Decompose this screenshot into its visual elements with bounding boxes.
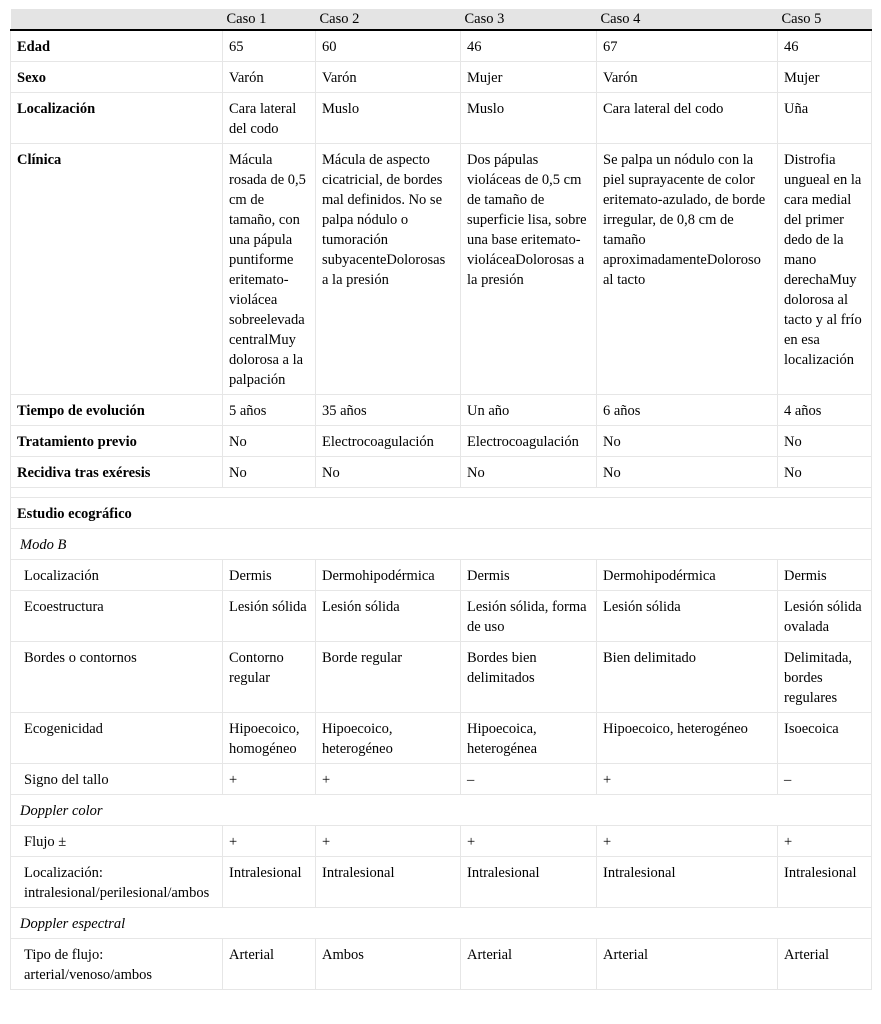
case-value: Bien delimitado xyxy=(597,642,778,713)
case-value: 46 xyxy=(461,30,597,62)
case-value: Contorno regular xyxy=(223,642,316,713)
case-value: 60 xyxy=(316,30,461,62)
row-label: Tiempo de evolución xyxy=(11,395,223,426)
table-row xyxy=(11,488,872,498)
table-row xyxy=(11,498,872,529)
case-value: Dermis xyxy=(223,560,316,591)
header-cell: Caso 3 xyxy=(461,9,597,30)
case-value: No xyxy=(778,457,872,488)
case-value: 65 xyxy=(223,30,316,62)
case-value: Hipoecoico, homogéneo xyxy=(223,713,316,764)
subsection-heading: Doppler color xyxy=(11,795,872,826)
case-value: Arterial xyxy=(778,939,872,990)
case-value: Mácula rosada de 0,5 cm de tamaño, con una pápula puntiforme eritemato-violácea sobreelevada centralMuy dolorosa a la palpación xyxy=(223,144,316,395)
case-value: + xyxy=(316,764,461,795)
row-label: Ecoestructura xyxy=(11,591,223,642)
case-value: Isoecoica xyxy=(778,713,872,764)
row-label: Ecogenicidad xyxy=(11,713,223,764)
case-value: Muslo xyxy=(461,93,597,144)
table-row xyxy=(11,426,872,457)
case-value: No xyxy=(778,426,872,457)
case-value: + xyxy=(223,764,316,795)
row-label: Tratamiento previo xyxy=(11,426,223,457)
case-value: Hipoecoico, heterogéneo xyxy=(316,713,461,764)
case-value: Hipoecoico, heterogéneo xyxy=(597,713,778,764)
header-row xyxy=(11,9,872,30)
case-value: Uña xyxy=(778,93,872,144)
case-value: – xyxy=(461,764,597,795)
case-value: Dermohipodérmica xyxy=(597,560,778,591)
case-value: – xyxy=(778,764,872,795)
case-value: Lesión sólida, forma de uso xyxy=(461,591,597,642)
case-value: Borde regular xyxy=(316,642,461,713)
case-value: Delimitada, bordes regulares xyxy=(778,642,872,713)
case-value: Lesión sólida ovalada xyxy=(778,591,872,642)
case-value: Electrocoagulación xyxy=(316,426,461,457)
row-label: Signo del tallo xyxy=(11,764,223,795)
case-value: No xyxy=(316,457,461,488)
header-cell: Caso 2 xyxy=(316,9,461,30)
case-value: 35 años xyxy=(316,395,461,426)
case-value: + xyxy=(597,826,778,857)
table-row xyxy=(11,144,872,395)
case-value: 4 años xyxy=(778,395,872,426)
case-value: + xyxy=(778,826,872,857)
row-label: Flujo ± xyxy=(11,826,223,857)
subsection-heading: Doppler espectral xyxy=(11,908,872,939)
cases-table xyxy=(10,9,872,990)
case-value: Dermis xyxy=(778,560,872,591)
case-value: Electrocoagulación xyxy=(461,426,597,457)
table-row xyxy=(11,642,872,713)
row-label: Recidiva tras exéresis xyxy=(11,457,223,488)
case-value: Intralesional xyxy=(461,857,597,908)
header-cell: Caso 5 xyxy=(778,9,872,30)
header-cell: Caso 1 xyxy=(223,9,316,30)
case-value: 67 xyxy=(597,30,778,62)
case-value: + xyxy=(223,826,316,857)
case-value: Lesión sólida xyxy=(223,591,316,642)
section-heading: Estudio ecográfico xyxy=(11,498,872,529)
header-cell: Caso 4 xyxy=(597,9,778,30)
row-label: Bordes o contornos xyxy=(11,642,223,713)
table-row xyxy=(11,857,872,908)
table-row xyxy=(11,795,872,826)
row-label: Localización xyxy=(11,93,223,144)
table-row xyxy=(11,713,872,764)
case-value: Varón xyxy=(223,62,316,93)
case-value: Mujer xyxy=(461,62,597,93)
case-value: Dos pápulas violáceas de 0,5 cm de tamaño de superficie lisa, sobre una base eritemato-violáceaDolorosas a la presión xyxy=(461,144,597,395)
table-row xyxy=(11,30,872,62)
case-value: Intralesional xyxy=(597,857,778,908)
row-label: Sexo xyxy=(11,62,223,93)
row-label: Clínica xyxy=(11,144,223,395)
case-value: Intralesional xyxy=(316,857,461,908)
case-value: Varón xyxy=(597,62,778,93)
row-label: Localización xyxy=(11,560,223,591)
table-row xyxy=(11,939,872,990)
case-value: Dermohipodérmica xyxy=(316,560,461,591)
case-value: + xyxy=(316,826,461,857)
case-value: 6 años xyxy=(597,395,778,426)
row-label: Tipo de flujo: arterial/venoso/ambos xyxy=(11,939,223,990)
case-value: Arterial xyxy=(223,939,316,990)
case-value: No xyxy=(223,457,316,488)
table-row xyxy=(11,560,872,591)
table-header xyxy=(11,9,872,30)
table-body xyxy=(11,30,872,990)
table-row xyxy=(11,62,872,93)
case-value: No xyxy=(223,426,316,457)
table-row xyxy=(11,529,872,560)
table-row xyxy=(11,591,872,642)
spacer-cell xyxy=(11,488,872,498)
case-value: + xyxy=(597,764,778,795)
case-value: Se palpa un nódulo con la piel suprayacente de color eritemato-azulado, de borde irregular, de 0,8 cm de tamaño aproximadamenteDoloroso al tacto xyxy=(597,144,778,395)
case-value: Dermis xyxy=(461,560,597,591)
case-value: Mujer xyxy=(778,62,872,93)
case-value: Varón xyxy=(316,62,461,93)
case-value: Arterial xyxy=(461,939,597,990)
table-row xyxy=(11,826,872,857)
table-row xyxy=(11,93,872,144)
case-value: Intralesional xyxy=(778,857,872,908)
case-value: + xyxy=(461,826,597,857)
case-value: Un año xyxy=(461,395,597,426)
case-value: Cara lateral del codo xyxy=(223,93,316,144)
case-value: No xyxy=(597,426,778,457)
case-value: Lesión sólida xyxy=(597,591,778,642)
header-cell xyxy=(11,9,223,30)
case-value: Arterial xyxy=(597,939,778,990)
case-value: No xyxy=(597,457,778,488)
case-value: 46 xyxy=(778,30,872,62)
row-label: Edad xyxy=(11,30,223,62)
subsection-heading: Modo B xyxy=(11,529,872,560)
case-value: Bordes bien delimitados xyxy=(461,642,597,713)
case-value: Hipoecoica, heterogénea xyxy=(461,713,597,764)
case-value: No xyxy=(461,457,597,488)
case-value: Cara lateral del codo xyxy=(597,93,778,144)
table-row xyxy=(11,395,872,426)
case-value: Muslo xyxy=(316,93,461,144)
table-row xyxy=(11,908,872,939)
case-value: Lesión sólida xyxy=(316,591,461,642)
case-value: Intralesional xyxy=(223,857,316,908)
case-value: Ambos xyxy=(316,939,461,990)
table-row xyxy=(11,457,872,488)
table-row xyxy=(11,764,872,795)
row-label: Localización: intralesional/perilesional/ambos xyxy=(11,857,223,908)
case-value: 5 años xyxy=(223,395,316,426)
case-value: Mácula de aspecto cicatricial, de bordes mal definidos. No se palpa nódulo o tumoración subyacenteDolorosas a la presión xyxy=(316,144,461,395)
case-value: Distrofia ungueal en la cara medial del primer dedo de la mano derechaMuy dolorosa al tacto y al frío en esa localización xyxy=(778,144,872,395)
